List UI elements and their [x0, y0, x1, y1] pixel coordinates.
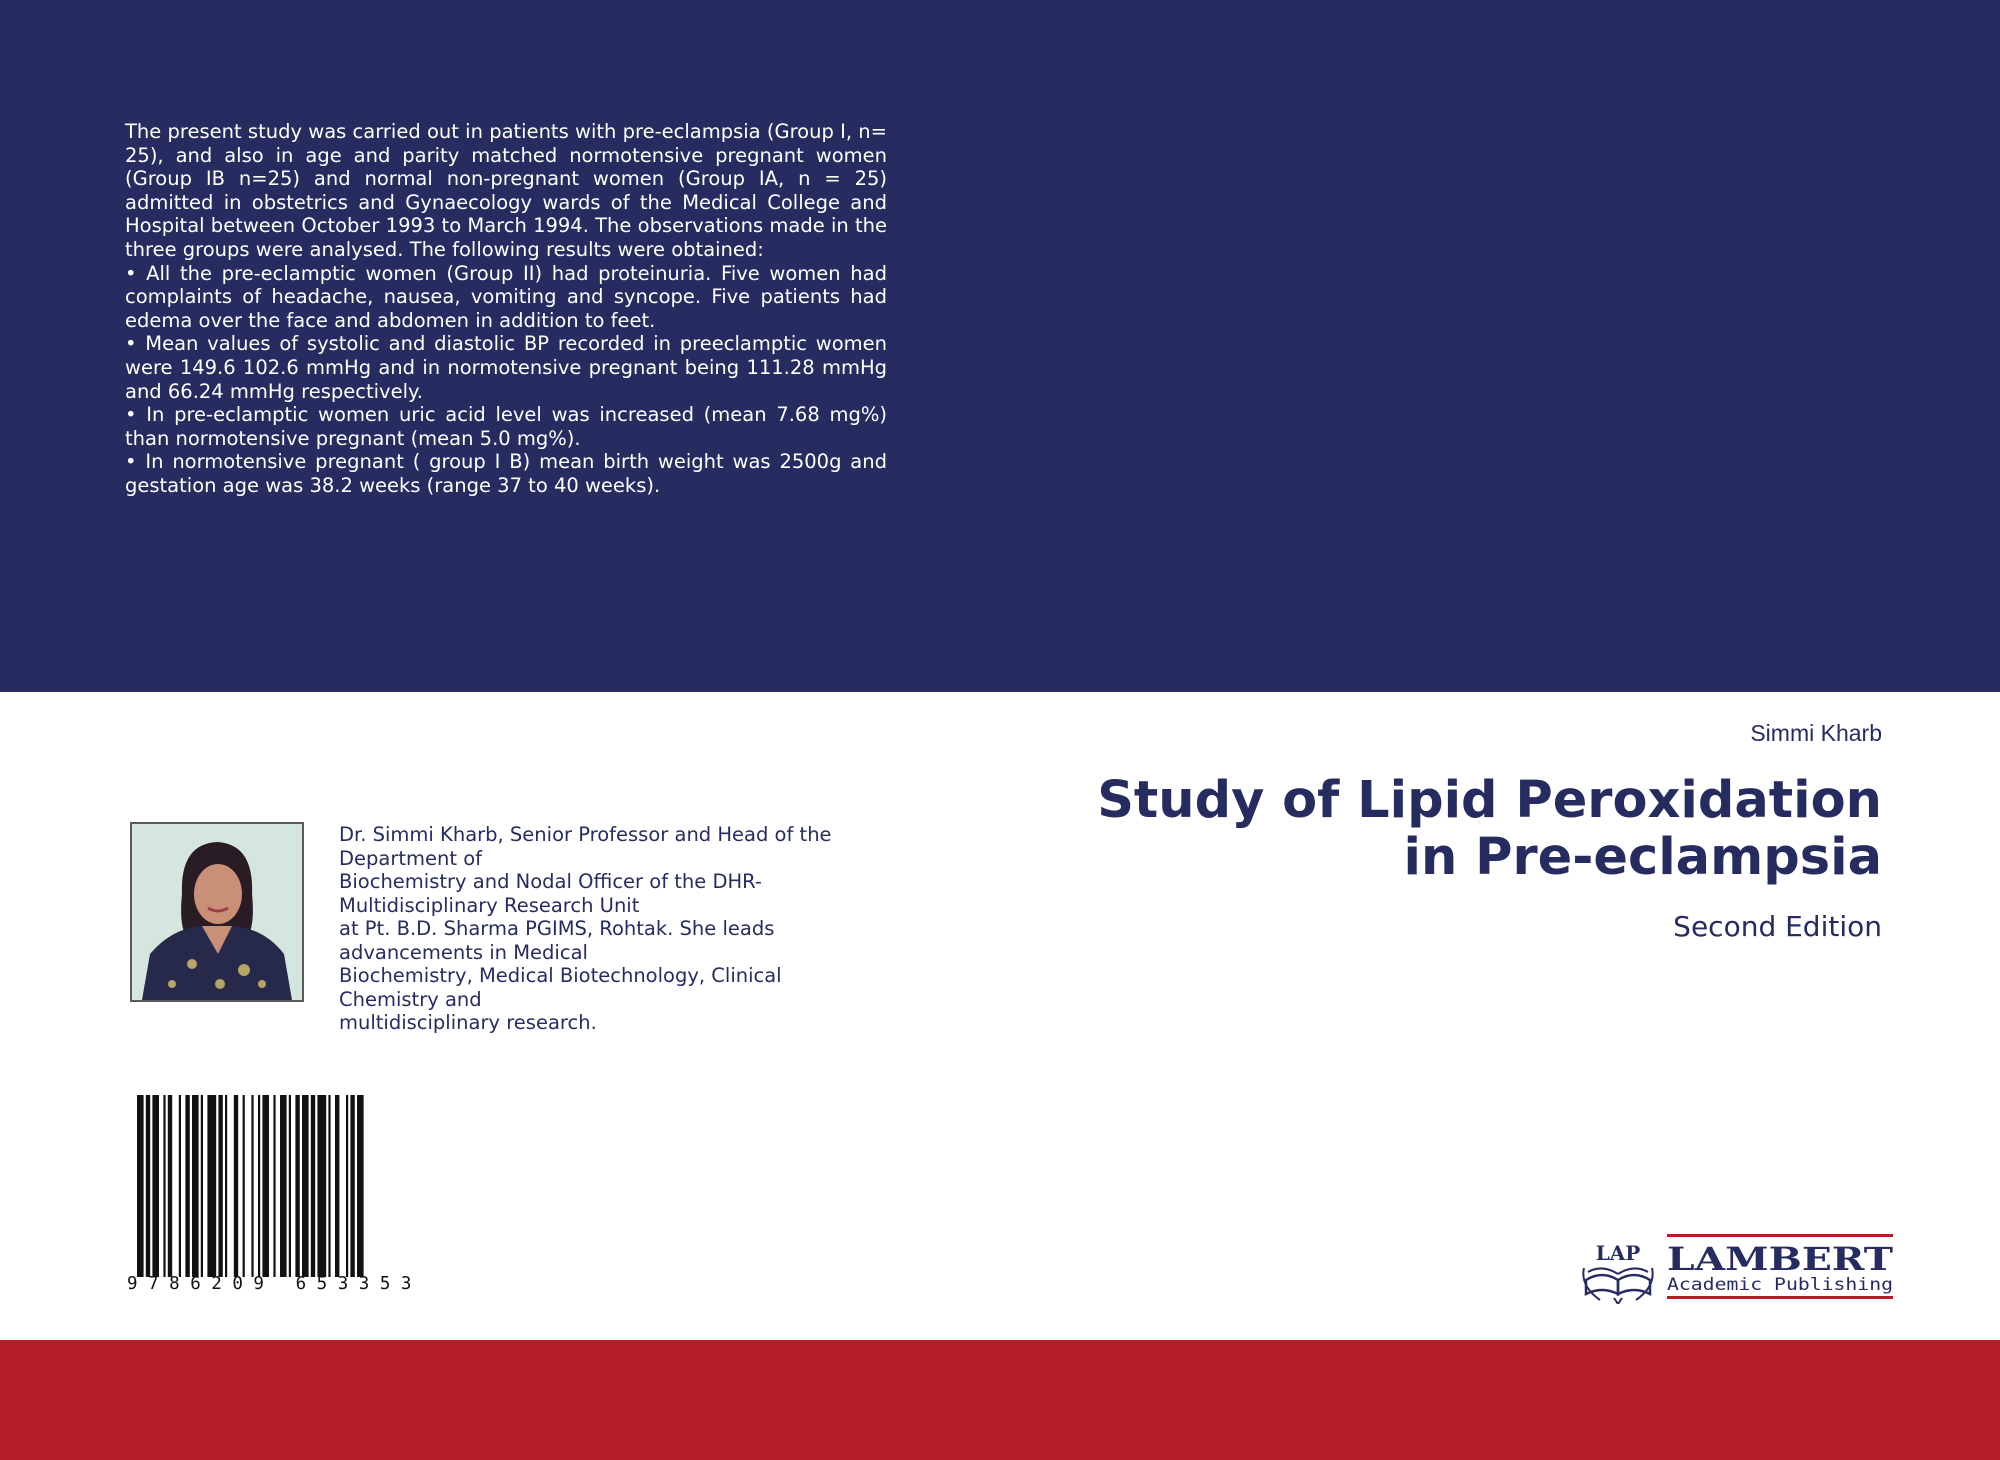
barcode-bar: [335, 1095, 339, 1277]
barcode-bar: [302, 1095, 309, 1277]
edition-label: Second Edition: [1673, 910, 1882, 943]
author-bio-line: Dr. Simmi Kharb, Senior Professor and Head of the Department of: [339, 823, 832, 870]
barcode-bar: [328, 1095, 330, 1277]
barcode-bar: [258, 1095, 260, 1277]
author-bio-line: at Pt. B.D. Sharma PGIMS, Rohtak. She leads advancements in Medical: [339, 917, 775, 964]
author-photo: [130, 822, 304, 1002]
barcode-bar: [350, 1095, 354, 1277]
publisher-subtitle: Academic Publishing: [1667, 1275, 1893, 1295]
isbn-number: 9 7 8 6 2 0 9 6 5 3 3 5 3: [127, 1274, 412, 1294]
abstract-bullet: • In normotensive pregnant ( group I B) mean birth weight was 2500g and gestation age was 38.2 weeks (range 37 to 40 weeks).: [125, 450, 887, 497]
barcode-bar: [168, 1095, 172, 1277]
abstract-bullet: • In pre-eclamptic women uric acid level was increased (mean 7.68 mg%) than normotensive pregnant (mean 5.0 mg%).: [125, 403, 887, 450]
barcode-bars: [137, 1095, 364, 1277]
book-title-line2: in Pre-eclampsia: [1403, 828, 1882, 887]
open-book-icon: [1583, 1268, 1652, 1304]
barcode-bar: [280, 1095, 287, 1277]
abstract-bullet: • All the pre-eclamptic women (Group II) had proteinuria. Five women had complaints of headache, nausea, vomiting and syncope. Five patients had edema over the face and abdomen in addition to feet.: [125, 261, 887, 332]
barcode-bar: [346, 1095, 348, 1277]
author-name: Simmi Kharb: [1750, 720, 1882, 746]
barcode-bar: [243, 1095, 245, 1277]
author-bio-line: Biochemistry, Medical Biotechnology, Clinical Chemistry and: [339, 964, 782, 1011]
barcode-bar: [357, 1095, 364, 1277]
book-title-line1: Study of Lipid Peroxidation: [1097, 771, 1882, 830]
barcode-bar: [218, 1095, 222, 1277]
barcode-bar: [317, 1095, 326, 1277]
abstract-paragraph: The present study was carried out in patients with pre-eclampsia (Group I, n= 25), and also in age and parity matched normotensive pregnant women (Group IB n=25) and normal non-pregnant women (Group IA, n = 25) admitted in obstetrics and Gynaecology wards of the Medical College and Hospital between October 1993 to March 1994. The observations made in the three groups were analysed. The following results were obtained:: [125, 120, 887, 261]
barcode-bar: [262, 1095, 269, 1277]
book-title: [982, 772, 1882, 886]
author-bio: [339, 823, 879, 1035]
publisher-name: LAMBERT: [1667, 1240, 1894, 1278]
barcode-bar: [163, 1095, 165, 1277]
bottom-red-band: [0, 1340, 2000, 1460]
barcode-bar: [137, 1095, 144, 1277]
barcode-bar: [152, 1095, 159, 1277]
author-portrait-image: [132, 824, 302, 1000]
abstract-bullet: • Mean values of systolic and diastolic BP recorded in preeclamptic women were 149.6 102.6 mmHg and in normotensive pregnant being 111.28 mmHg and 66.24 mmHg respectively.: [125, 332, 887, 403]
barcode-bar: [234, 1095, 238, 1277]
barcode-bar: [179, 1095, 181, 1277]
barcode-bar: [311, 1095, 315, 1277]
publisher-logo: [1580, 1228, 1895, 1304]
isbn-barcode: [125, 1095, 455, 1295]
barcode-bar: [185, 1095, 189, 1277]
barcode-bar: [192, 1095, 199, 1277]
barcode-bar: [146, 1095, 150, 1277]
publisher-logo-mark: LAP: [1595, 1241, 1641, 1265]
author-bio-line: Biochemistry and Nodal Officer of the DHR-Multidisciplinary Research Unit: [339, 870, 762, 917]
barcode-bar: [273, 1095, 275, 1277]
barcode-bar: [207, 1095, 216, 1277]
barcode-bar: [289, 1095, 291, 1277]
author-bio-line: multidisciplinary research.: [339, 1011, 597, 1034]
barcode-bar: [295, 1095, 299, 1277]
barcode-bar: [251, 1095, 253, 1277]
book-abstract: [125, 120, 887, 498]
barcode-bar: [225, 1095, 227, 1277]
barcode-bar: [201, 1095, 203, 1277]
